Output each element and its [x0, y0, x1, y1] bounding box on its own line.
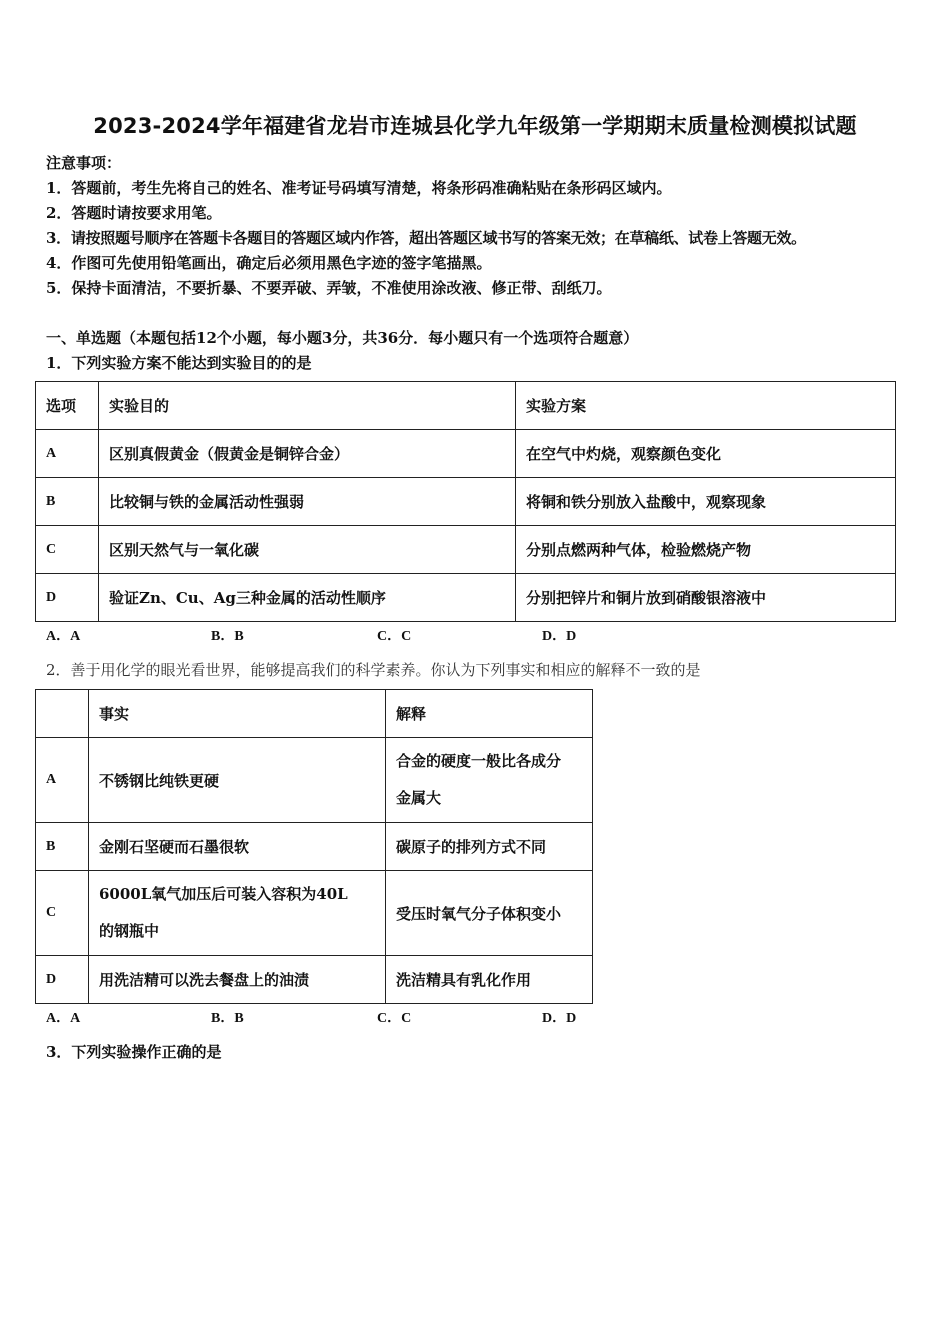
table-header-cell: 事实 [89, 690, 386, 738]
answer-option-c[interactable]: C．C [377, 629, 412, 644]
notice-item-3: 3．请按照题号顺序在答题卡各题目的答题区域内作答，超出答题区域书写的答案无效；在草稿纸、试卷上答题无效。 [46, 229, 806, 247]
table-cell: 用洗洁精可以洗去餐盘上的油渍 [89, 956, 386, 1004]
question-2-table [35, 689, 593, 1004]
table-header-cell [36, 690, 89, 738]
option-key-cell: C [36, 526, 99, 574]
table-header-row [36, 382, 896, 430]
table-cell: 碳原子的排列方式不同 [386, 823, 593, 871]
answer-option-b[interactable]: B．B [211, 629, 244, 644]
answer-option-d[interactable]: D．D [542, 1011, 577, 1026]
question-3-stem: 3．下列实验操作正确的是 [46, 1043, 222, 1061]
table-cell: 金刚石坚硬而石墨很软 [89, 823, 386, 871]
notice-item-2: 2．答题时请按要求用笔。 [46, 204, 222, 222]
cell-text-line: 合金的硬度一般比各成分 [396, 752, 562, 770]
table-row [36, 526, 896, 574]
answer-option-c[interactable]: C．C [377, 1011, 412, 1026]
table-header-row [36, 690, 593, 738]
question-1-stem: 1．下列实验方案不能达到实验目的的是 [46, 354, 312, 372]
cell-text-line: 的钢瓶中 [99, 922, 160, 940]
notice-item-4: 4．作图可先使用铅笔画出，确定后必须用黑色字迹的签字笔描黑。 [46, 254, 492, 272]
section-heading: 一、单选题（本题包括12个小题，每小题3分，共36分．每小题只有一个选项符合题意） [46, 329, 639, 347]
option-key-cell: C [36, 871, 89, 956]
table-header-cell: 实验目的 [99, 382, 516, 430]
notice-item-5: 5．保持卡面清洁，不要折暴、不要弄破、弄皱，不准使用涂改液、修正带、刮纸刀。 [46, 279, 612, 297]
answer-option-a[interactable]: A．A [46, 629, 81, 644]
notice-item-1: 1．答题前，考生先将自己的姓名、准考证号码填写清楚，将条形码准确粘贴在条形码区域内。 [46, 179, 672, 197]
table-cell: 洗洁精具有乳化作用 [386, 956, 593, 1004]
question-1-table [35, 381, 896, 622]
table-cell: 在空气中灼烧，观察颜色变化 [516, 430, 896, 478]
table-cell: 比较铜与铁的金属活动性强弱 [99, 478, 516, 526]
table-header-cell: 实验方案 [516, 382, 896, 430]
option-key-cell: B [36, 478, 99, 526]
table-cell: 区别天然气与一氧化碳 [99, 526, 516, 574]
table-cell: 区别真假黄金（假黄金是铜锌合金） [99, 430, 516, 478]
table-header-cell: 解释 [386, 690, 593, 738]
table-row [36, 738, 593, 823]
table-cell [386, 738, 593, 823]
answer-option-b[interactable]: B．B [211, 1011, 244, 1026]
table-cell: 分别把锌片和铜片放到硝酸银溶液中 [516, 574, 896, 622]
table-cell: 验证Zn、Cu、Ag三种金属的活动性顺序 [99, 574, 516, 622]
option-key-cell: A [36, 738, 89, 823]
page-title: 2023-2024学年福建省龙岩市连城县化学九年级第一学期期末质量检测模拟试题 [93, 114, 857, 138]
table-row [36, 574, 896, 622]
table-header-cell: 选项 [36, 382, 99, 430]
option-key-cell: D [36, 574, 99, 622]
question-2-stem: 2．善于用化学的眼光看世界，能够提高我们的科学素养。你认为下列事实和相应的解释不一致的是 [46, 661, 701, 679]
answer-option-a[interactable]: A．A [46, 1011, 81, 1026]
table-cell: 受压时氧气分子体积变小 [386, 871, 593, 956]
table-cell: 分别点燃两种气体，检验燃烧产物 [516, 526, 896, 574]
cell-text-line: 6000L氧气加压后可装入容积为40L [99, 885, 348, 903]
table-cell [89, 871, 386, 956]
answer-option-d[interactable]: D．D [542, 629, 577, 644]
notice-heading: 注意事项： [46, 154, 122, 172]
option-key-cell: B [36, 823, 89, 871]
table-row [36, 478, 896, 526]
table-cell: 将铜和铁分别放入盐酸中，观察现象 [516, 478, 896, 526]
cell-text-line: 金属大 [396, 789, 442, 807]
table-row [36, 430, 896, 478]
table-row [36, 823, 593, 871]
table-row [36, 871, 593, 956]
table-row [36, 956, 593, 1004]
option-key-cell: D [36, 956, 89, 1004]
table-cell: 不锈钢比纯铁更硬 [89, 738, 386, 823]
option-key-cell: A [36, 430, 99, 478]
